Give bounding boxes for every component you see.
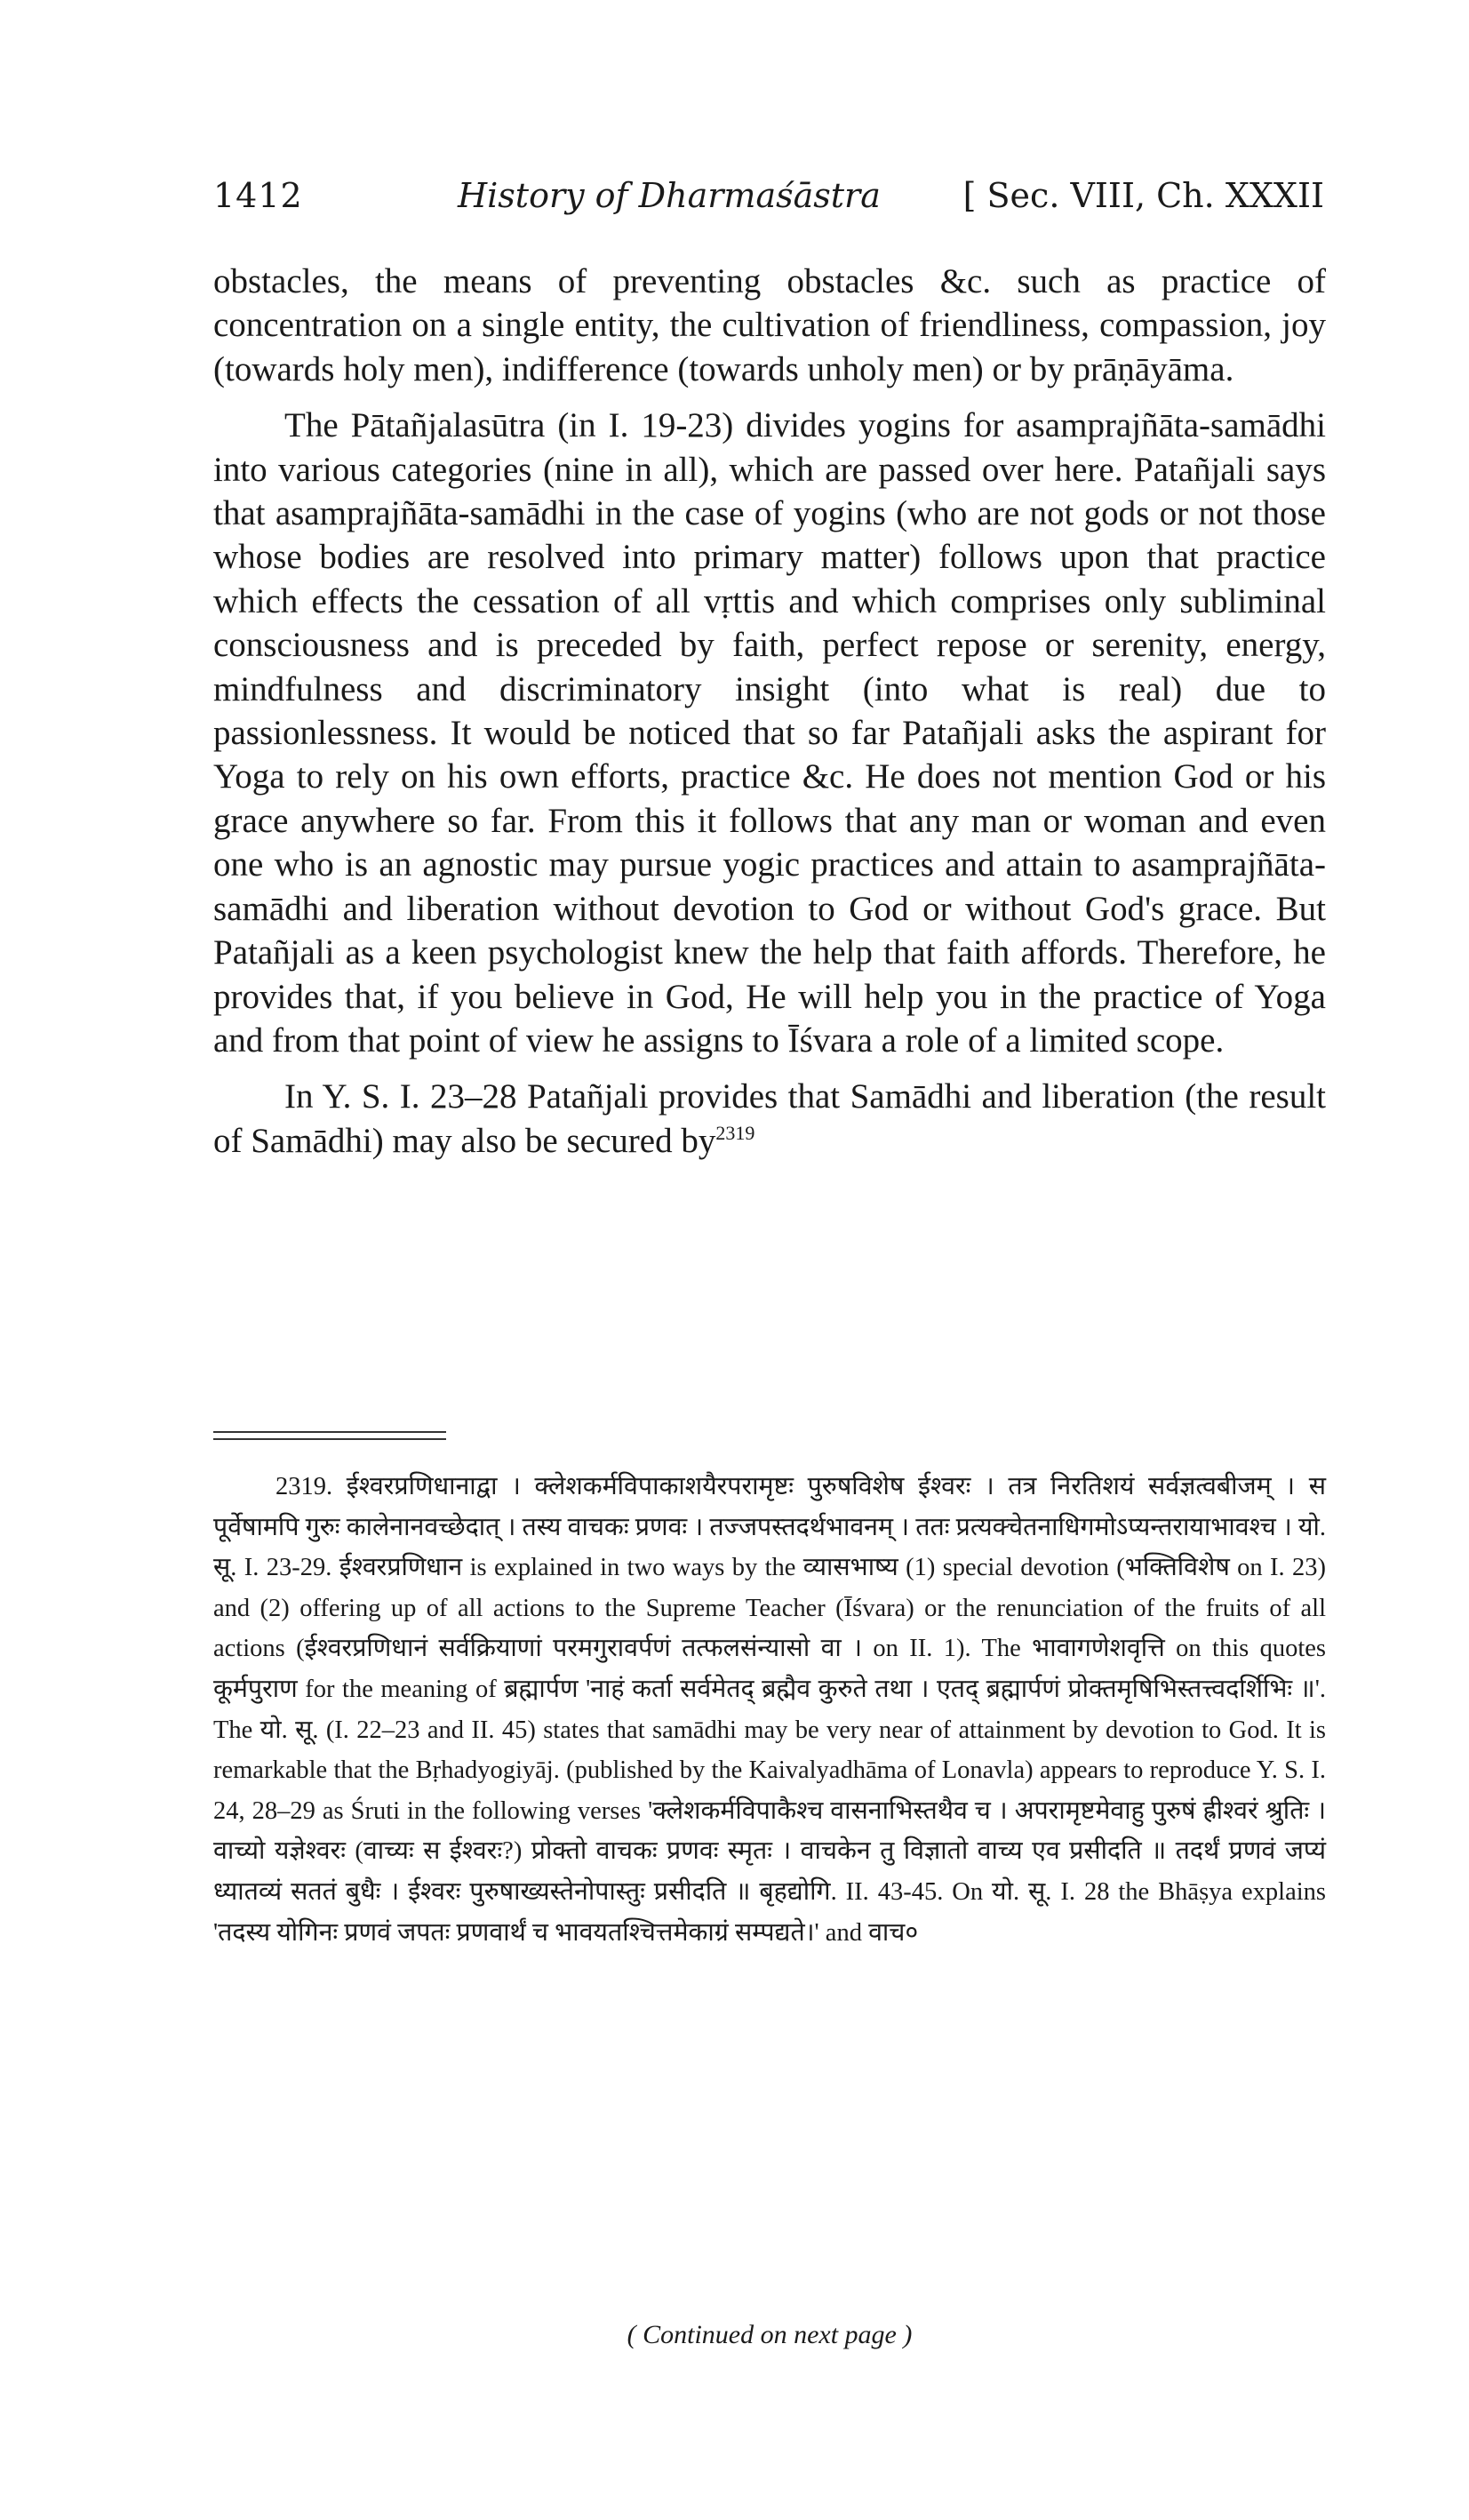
footnote-reference[interactable]: 2319 (715, 1121, 755, 1144)
paragraph-3-text: In Y. S. I. 23–28 Patañjali provides that Samādhi and liberation (the result of Samādhi) may also be secured by (213, 1077, 1326, 1160)
footnote-number: 2319. (275, 1473, 333, 1500)
running-header (213, 169, 1324, 222)
footnote-separator-rule (213, 1431, 446, 1433)
paragraph-2: The Pātañjalasūtra (in I. 19-23) divides yogins for asamprajñāta-samādhi into various categories (nine in all), which are passed over here. Patañjali says that asamprajñāta-samādhi in the case of yogins (who are not gods or not those whose bodies are resolved into primary matter) follows upon that practice which effects the cessation of all vṛttis and which comprises only subliminal consciousness and is preceded by faith, perfect repose or serenity, energy, mindfulness and discriminatory insight (into what is real) due to passionlessness. It would be noticed that so far Patañjali asks the aspirant for Yoga to rely on his own efforts, practice &c. He does not mention God or his grace anywhere so far. From this it follows that any man or woman and even one who is an agnostic may pursue yogic practices and attain to asamprajñāta-samādhi and liberation without devotion to God or without God's grace. But Patañjali as a keen psychologist knew the help that faith affords. Therefore, he provides that, if you believe in God, He will help you in the practice of Yoga and from that point of view he assigns to Īśvara a role of a limited scope. (213, 406, 1326, 1060)
continued-note: ( Continued on next page ) (627, 2320, 913, 2349)
footnote-2319 (213, 1467, 1326, 1953)
section-label: [ Sec. VIII, Ch. XXXII (962, 176, 1324, 215)
book-title: History of Dharmaśāstra (458, 176, 881, 215)
footnote-separator-rule-2 (213, 1438, 446, 1440)
paragraph-1: obstacles, the means of preventing obstacles &c. such as practice of concentration on a single entity, the cultivation of friendliness, compassion, joy (towards holy men), indifference (towards unholy men) or by prāṇāyāma. (213, 262, 1326, 388)
paragraph-3 (213, 1075, 1326, 1163)
page-number: 1412 (213, 176, 303, 215)
main-text (213, 260, 1326, 1175)
footnote-text: ईश्वरप्रणिधानाद्वा । क्लेशकर्मविपाकाशयैरपरामृष्टः पुरुषविशेष ईश्वरः । तत्र निरतिशयं सर्वज्ञत्वबीजम् । स पूर्वेषामपि गुरुः कालेनानवच्छेदात् । तस्य वाचकः प्रणवः । तज्जपस्तदर्थभावनम् । ततः प्रत्यक्चेतनाधिगमोऽप्यन्तरायाभावश्च । यो. सू. I. 23-29. ईश्वरप्रणिधान is explained in two ways by the व्यासभाष्य (1) special devotion (भक्तिविशेष on I. 23) and (2) offering up of all actions to the Supreme Teacher (Īśvara) or the renunciation of the fruits of all actions (ईश्वरप्रणिधानं सर्वक्रियाणां परमगुरावर्पणं तत्फलसंन्यासो वा । on II. 1). The भावागणेशवृत्ति on this quotes कूर्मपुराण for the meaning of ब्रह्मार्पण 'नाहं कर्ता सर्वमेतद् ब्रह्मैव कुरुते तथा । एतद् ब्रह्मार्पणं प्रोक्तमृषिभिस्तत्त्वदर्शिभिः ॥'. The यो. सू. (I. 22–23 and II. 45) states that samādhi may be very near of attainment by devotion to God. It is remarkable that the Bṛhadyogiyāj. (published by the Kaivalyadhāma of Lonavla) appears to reproduce Y. S. I. 24, 28–29 as Śruti in the following verses 'क्लेशकर्मविपाकैश्च वासनाभिस्तथैव च । अपरामृष्टमेवाहु पुरुषं ह्रीश्वरं श्रुतिः । वाच्यो यज्ञेश्वरः (वाच्यः स ईश्वरः?) प्रोक्तो वाचकः प्रणवः स्मृतः । वाचकेन तु विज्ञातो वाच्य एव प्रसीदति ॥ तदर्थं प्रणवं जप्यं ध्यातव्यं सततं बुधैः । ईश्वरः पुरुषाख्यस्तेनोपास्तुः प्रसीदति ॥ बृहद्योगि. II. 43-45. On यो. सू. I. 28 the Bhāṣya explains 'तदस्य योगिनः प्रणवं जपतः प्रणवार्थं च भावयतश्चित्तमेकाग्रं सम्पद्यते।' and वाच० (213, 1473, 1327, 1947)
